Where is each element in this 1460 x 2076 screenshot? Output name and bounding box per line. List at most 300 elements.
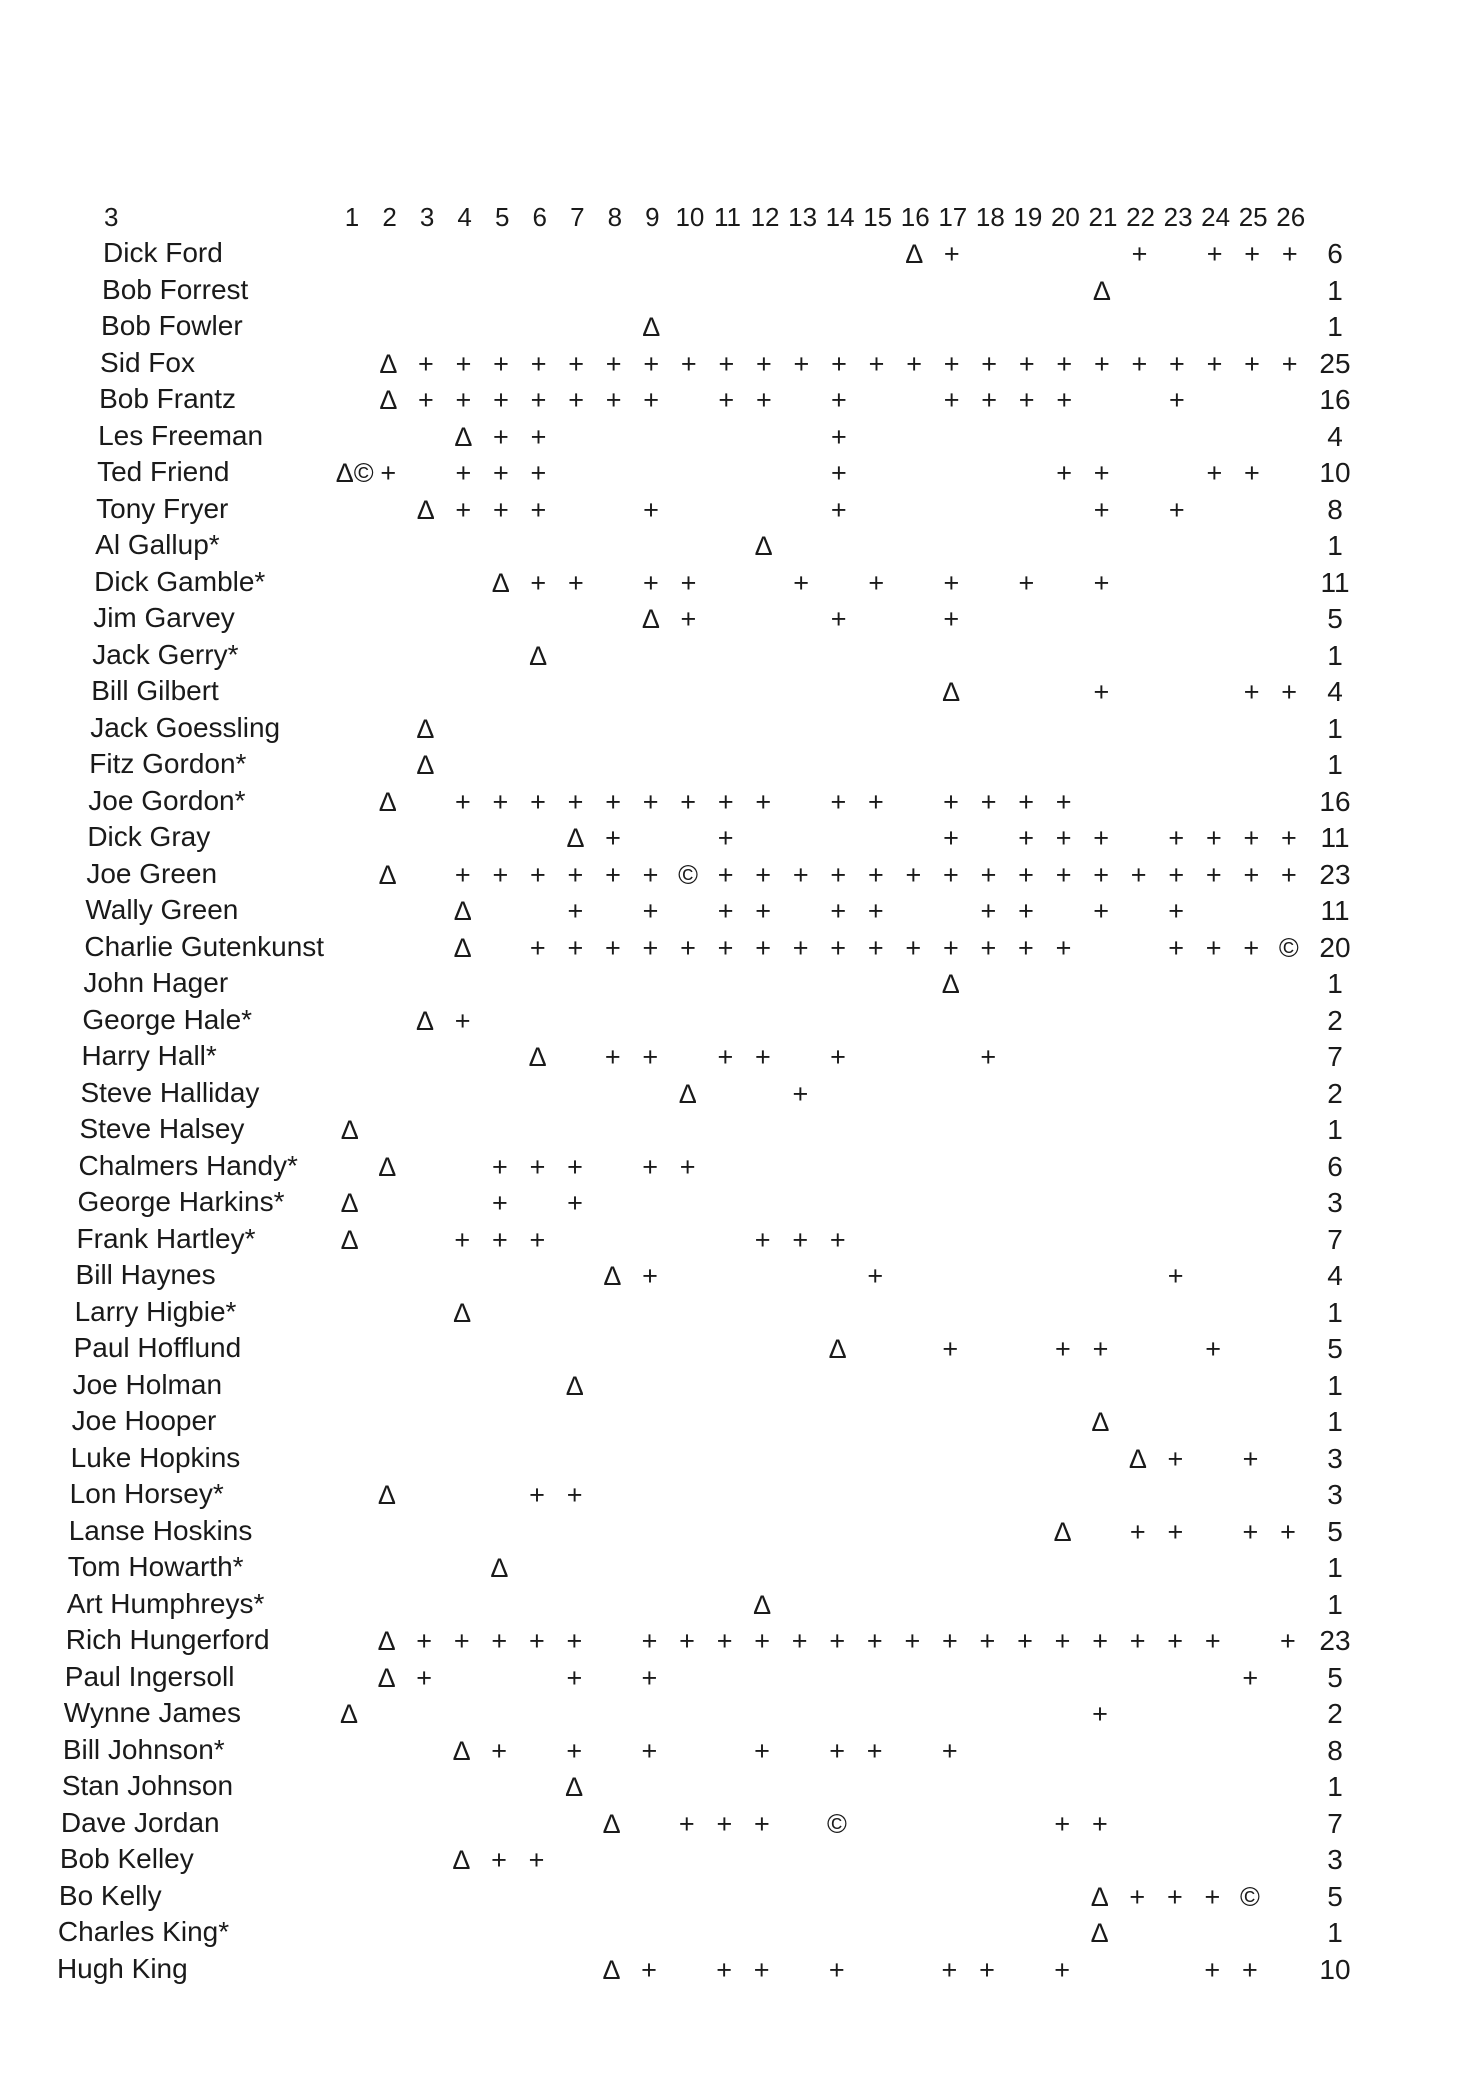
attendance-mark: + (643, 348, 660, 379)
attendance-mark: + (568, 348, 585, 379)
row-total: 1 (1327, 274, 1343, 306)
attendance-mark: + (1091, 1808, 1108, 1839)
attendance-mark: + (829, 1735, 845, 1766)
row-total: 1 (1327, 968, 1343, 999)
attendance-mark: + (1017, 1626, 1033, 1656)
column-number-20: 20 (1050, 202, 1080, 232)
attendance-mark: + (866, 1626, 883, 1656)
table-row (0, 1149, 1460, 1185)
column-number-13: 13 (788, 202, 818, 232)
row-total: 5 (1327, 603, 1343, 634)
attendance-mark: Δ (378, 786, 397, 817)
attendance-mark: Δ (602, 1808, 621, 1839)
attendance-mark: Δ (1053, 1516, 1072, 1547)
attendance-mark: + (1092, 1626, 1108, 1656)
attendance-mark: + (566, 1662, 583, 1693)
attendance-mark: + (1018, 859, 1034, 890)
column-number-12: 12 (750, 202, 780, 232)
attendance-mark: + (829, 1626, 846, 1656)
table-row (0, 492, 1460, 528)
member-name: Steve Halsey (79, 1113, 245, 1144)
table-row (0, 1404, 1460, 1440)
attendance-mark: + (717, 786, 734, 817)
member-name: Rich Hungerford (65, 1624, 270, 1655)
attendance-mark: + (1169, 348, 1185, 379)
column-number-3: 3 (419, 202, 435, 232)
table-row (0, 1295, 1460, 1331)
attendance-mark: + (493, 348, 509, 379)
table-row (0, 1587, 1460, 1623)
table-row (0, 1112, 1460, 1148)
attendance-mark: + (980, 1042, 997, 1072)
attendance-mark: + (1055, 823, 1072, 853)
attendance-mark: + (717, 932, 734, 963)
attendance-mark: + (1280, 1516, 1296, 1547)
member-name: Jim Garvey (93, 602, 235, 633)
attendance-mark: + (1093, 567, 1110, 598)
attendance-mark: Δ (1090, 1881, 1109, 1912)
attendance-mark: Δ (1092, 275, 1111, 306)
attendance-mark: + (792, 859, 809, 890)
attendance-mark: + (943, 604, 960, 634)
attendance-mark: Δ (416, 494, 435, 525)
attendance-mark: + (680, 604, 697, 634)
row-total: 1 (1327, 1588, 1343, 1620)
row-total: 6 (1327, 1150, 1343, 1182)
table-row (0, 1222, 1460, 1258)
row-total: 2 (1327, 1698, 1343, 1729)
attendance-mark: + (1018, 932, 1034, 963)
attendance-mark: + (528, 1845, 545, 1875)
attendance-mark: Δ (603, 1261, 622, 1291)
member-name: Steve Halliday (80, 1076, 260, 1108)
attendance-mark: + (642, 859, 659, 890)
member-name: Bill Haynes (75, 1259, 216, 1290)
column-number-8: 8 (607, 202, 623, 232)
member-name: Bob Kelley (59, 1843, 194, 1874)
column-number-14: 14 (825, 202, 855, 232)
row-total: 7 (1327, 1041, 1343, 1072)
attendance-mark: + (754, 1224, 771, 1255)
attendance-mark: + (980, 859, 997, 890)
attendance-mark: + (1281, 677, 1298, 707)
table-row (0, 382, 1460, 418)
attendance-mark: + (1055, 932, 1072, 963)
row-total: 10 (1319, 457, 1351, 488)
table-row (0, 601, 1460, 637)
column-number-2: 2 (382, 202, 397, 232)
attendance-mark: + (643, 385, 660, 415)
attendance-mark: + (1169, 385, 1185, 415)
attendance-mark: Δ (566, 823, 585, 853)
attendance-mark: + (491, 1735, 508, 1766)
attendance-mark: + (1130, 859, 1147, 890)
attendance-mark: + (491, 1224, 508, 1255)
attendance-mark: + (605, 932, 621, 963)
attendance-mark: + (566, 1735, 583, 1766)
attendance-mark: + (455, 385, 472, 415)
member-name: Joe Gordon* (88, 784, 246, 816)
member-name: Bill Johnson* (62, 1733, 225, 1765)
attendance-mark: + (943, 385, 960, 415)
table-row (0, 930, 1460, 966)
attendance-mark: + (1054, 1954, 1070, 1985)
table-row (0, 346, 1460, 382)
attendance-mark: + (830, 786, 847, 817)
attendance-mark: + (1244, 348, 1260, 379)
attendance-mark: Δ (490, 1553, 509, 1583)
row-total: 1 (1327, 1114, 1343, 1145)
member-name: Larry Higbie* (74, 1295, 237, 1327)
table-row (0, 1368, 1460, 1404)
attendance-mark: + (1018, 567, 1035, 598)
attendance-mark: + (904, 1626, 921, 1656)
attendance-mark: + (642, 896, 659, 926)
attendance-mark: + (830, 859, 847, 890)
attendance-mark: + (943, 567, 960, 598)
attendance-mark: + (529, 1480, 545, 1510)
attendance-mark: + (754, 1735, 770, 1766)
attendance-mark: + (1281, 348, 1298, 379)
attendance-mark: + (717, 896, 734, 926)
row-total: 1 (1327, 1771, 1343, 1802)
column-number-10: 10 (675, 202, 705, 232)
row-total: 2 (1327, 1004, 1343, 1036)
attendance-mark: + (643, 494, 659, 525)
table-row (0, 1952, 1460, 1988)
member-name: Bill Gilbert (91, 675, 219, 706)
attendance-mark: Δ (416, 750, 435, 780)
attendance-mark: © (678, 859, 699, 890)
table-row (0, 273, 1460, 309)
attendance-mark: + (866, 1735, 883, 1766)
table-row (0, 1733, 1460, 1769)
attendance-mark: Δ (1128, 1443, 1147, 1474)
column-number-7: 7 (570, 202, 585, 232)
attendance-mark: + (528, 1626, 545, 1656)
attendance-mark: + (1092, 1334, 1109, 1364)
member-name: Paul Ingersoll (64, 1660, 235, 1692)
attendance-mark: + (1243, 677, 1260, 707)
attendance-mark: + (1242, 1443, 1259, 1474)
table-row (0, 565, 1460, 601)
member-name: John Hager (83, 967, 229, 998)
attendance-mark: + (1055, 786, 1072, 817)
attendance-mark: Δ (754, 531, 773, 561)
table-row (0, 1477, 1460, 1513)
table-row (0, 857, 1460, 893)
row-total: 6 (1327, 238, 1343, 269)
attendance-mark: + (1205, 859, 1222, 890)
attendance-mark: + (830, 896, 847, 926)
attendance-mark: Δ (340, 1224, 359, 1255)
attendance-mark: + (642, 1042, 659, 1072)
attendance-mark: + (831, 385, 847, 415)
member-name: Dave Jordan (60, 1806, 220, 1838)
row-total: 4 (1327, 420, 1343, 452)
table-row (0, 1806, 1460, 1842)
row-total: 1 (1327, 1406, 1343, 1437)
row-total: 11 (1320, 566, 1350, 598)
attendance-mark: + (1204, 1626, 1221, 1656)
attendance-mark: Δ© (335, 458, 374, 488)
attendance-mark: + (455, 458, 472, 488)
attendance-mark: Δ (416, 1005, 435, 1036)
attendance-mark: + (1055, 1334, 1071, 1364)
attendance-mark: + (530, 786, 546, 817)
attendance-mark: + (980, 932, 997, 963)
attendance-mark: + (755, 859, 772, 890)
row-total: 20 (1319, 931, 1351, 963)
member-name: Paul Hofflund (73, 1332, 242, 1363)
attendance-mark: + (1131, 239, 1148, 269)
attendance-mark: + (868, 786, 884, 817)
column-number-5: 5 (494, 202, 510, 232)
attendance-mark: + (942, 1334, 959, 1364)
attendance-mark: + (753, 1954, 770, 1985)
attendance-mark: + (567, 786, 584, 817)
attendance-mark: Δ (828, 1334, 847, 1364)
attendance-mark: + (1093, 348, 1110, 379)
table-row (0, 1258, 1460, 1294)
attendance-mark: + (530, 567, 547, 598)
column-number-18: 18 (975, 202, 1005, 232)
attendance-mark: Δ (642, 312, 661, 342)
attendance-mark: + (642, 1151, 659, 1182)
column-number-1: 1 (344, 202, 360, 232)
attendance-mark: + (1205, 1334, 1222, 1364)
attendance-mark: + (941, 1735, 958, 1766)
attendance-mark: + (1092, 1699, 1108, 1729)
attendance-mark: + (493, 458, 509, 488)
attendance-mark: © (1278, 932, 1299, 963)
attendance-mark: + (642, 1261, 658, 1291)
attendance-mark: + (942, 932, 959, 963)
attendance-mark: + (830, 604, 847, 634)
row-total: 7 (1327, 1807, 1343, 1839)
attendance-mark: + (1056, 385, 1073, 415)
row-total: 10 (1319, 1953, 1351, 1985)
attendance-mark: + (1093, 896, 1109, 926)
column-number-16: 16 (900, 202, 930, 232)
attendance-mark: + (1129, 1516, 1146, 1547)
member-name: Dick Gray (87, 821, 211, 852)
member-name: George Hale* (82, 1003, 253, 1035)
column-number-23: 23 (1163, 202, 1193, 232)
attendance-mark: + (716, 1626, 733, 1656)
attendance-mark: Δ (452, 1845, 471, 1875)
attendance-mark: + (678, 1808, 695, 1839)
attendance-mark: + (605, 859, 621, 890)
attendance-mark: + (454, 859, 471, 890)
attendance-mark: + (1018, 823, 1034, 853)
attendance-mark: + (867, 896, 884, 926)
table-row (0, 820, 1460, 856)
attendance-mark: + (530, 859, 546, 890)
attendance-mark: © (827, 1808, 847, 1839)
table-row (0, 455, 1460, 491)
column-number-19: 19 (1013, 202, 1043, 232)
attendance-mark: + (718, 385, 735, 415)
table-row (0, 893, 1460, 929)
table-row (0, 1842, 1460, 1878)
attendance-mark: + (830, 494, 847, 525)
attendance-mark: + (755, 932, 771, 963)
table-row (0, 966, 1460, 1002)
table-row (0, 1769, 1460, 1805)
attendance-mark: + (867, 932, 884, 963)
attendance-mark: + (1167, 1516, 1184, 1547)
table-row (0, 1514, 1460, 1550)
attendance-mark: + (492, 1151, 508, 1182)
attendance-mark: + (1204, 1954, 1221, 1985)
attendance-mark: + (491, 1626, 508, 1656)
attendance-mark: + (1093, 823, 1110, 853)
row-total: 23 (1319, 858, 1351, 890)
attendance-mark: + (906, 348, 922, 379)
table-row (0, 1623, 1460, 1659)
attendance-mark: + (605, 385, 622, 415)
attendance-mark: + (605, 348, 622, 379)
attendance-mark: + (416, 1662, 433, 1693)
attendance-mark: + (567, 896, 584, 926)
attendance-mark: + (942, 1626, 958, 1656)
attendance-mark: + (567, 1188, 583, 1218)
attendance-mark: Δ (678, 1078, 697, 1109)
attendance-mark: + (1168, 494, 1185, 525)
attendance-mark: Δ (529, 640, 548, 671)
attendance-mark: © (1239, 1881, 1260, 1912)
column-number-25: 25 (1238, 202, 1268, 232)
row-total: 7 (1327, 1223, 1343, 1255)
row-total: 4 (1327, 1260, 1343, 1291)
row-total: 1 (1327, 311, 1343, 342)
attendance-mark: + (1281, 823, 1297, 853)
attendance-mark: + (530, 458, 547, 488)
row-total: 5 (1327, 1661, 1343, 1693)
column-number-15: 15 (863, 202, 893, 232)
attendance-mark: + (1166, 1881, 1183, 1912)
attendance-mark: + (828, 1954, 845, 1985)
attendance-mark: + (943, 823, 959, 853)
attendance-mark: + (492, 859, 509, 890)
member-name: Sid Fox (100, 346, 195, 378)
member-name: Tony Fryer (96, 492, 229, 524)
member-name: Bob Forrest (102, 273, 249, 305)
attendance-mark: + (1206, 348, 1223, 379)
attendance-mark: Δ (453, 1297, 472, 1328)
attendance-mark: + (641, 1626, 658, 1656)
table-row (0, 1039, 1460, 1075)
attendance-mark: + (791, 1626, 808, 1656)
attendance-mark: + (830, 458, 847, 488)
table-row (0, 784, 1460, 820)
attendance-mark: + (943, 859, 959, 890)
attendance-mark: + (716, 1808, 733, 1839)
attendance-mark: + (529, 1151, 546, 1182)
attendance-mark: + (1243, 932, 1260, 963)
attendance-mark: Δ (453, 932, 472, 963)
attendance-mark: + (416, 1626, 433, 1656)
attendance-mark: + (530, 385, 547, 415)
attendance-mark: Δ (416, 713, 435, 744)
attendance-mark: + (1056, 458, 1073, 488)
attendance-mark: + (530, 348, 547, 379)
row-total: 1 (1327, 749, 1343, 780)
attendance-mark: + (641, 1735, 658, 1766)
attendance-mark: + (943, 786, 959, 817)
attendance-mark: + (793, 348, 810, 379)
member-name: Lanse Hoskins (68, 1514, 253, 1546)
attendance-mark: + (1055, 859, 1072, 890)
attendance-mark: Δ (641, 604, 660, 634)
member-name: Lon Horsey* (69, 1478, 224, 1509)
attendance-mark: + (454, 1005, 471, 1036)
table-row (0, 1441, 1460, 1477)
attendance-mark: + (453, 1626, 470, 1656)
row-total: 3 (1327, 1844, 1343, 1875)
attendance-mark: + (567, 932, 584, 963)
attendance-mark: Δ (1090, 1918, 1109, 1948)
attendance-mark: + (979, 1626, 996, 1656)
attendance-mark: + (867, 859, 884, 890)
row-total: 1 (1327, 1917, 1343, 1948)
attendance-mark: + (1279, 1626, 1296, 1656)
attendance-mark: + (1205, 823, 1222, 853)
attendance-mark: Δ (565, 1772, 584, 1802)
attendance-mark: + (1054, 1626, 1071, 1656)
attendance-mark: + (868, 567, 885, 598)
attendance-mark: + (530, 421, 547, 452)
table-row (0, 1331, 1460, 1367)
attendance-mark: + (567, 1151, 583, 1182)
attendance-mark: + (643, 567, 659, 598)
attendance-mark: + (1242, 1662, 1259, 1693)
attendance-mark: + (830, 1042, 846, 1072)
attendance-mark: Δ (379, 348, 398, 379)
attendance-mark: + (1093, 859, 1110, 890)
member-name: Jack Gerry* (92, 638, 239, 670)
attendance-mark: Δ (377, 1480, 396, 1510)
column-number-6: 6 (532, 202, 547, 232)
member-name: George Harkins* (77, 1186, 285, 1217)
member-name: Charles King* (57, 1916, 230, 1947)
attendance-mark: + (755, 786, 772, 817)
attendance-mark: + (567, 859, 584, 890)
table-row (0, 1696, 1460, 1732)
attendance-mark: + (756, 348, 772, 379)
attendance-mark: + (793, 567, 810, 598)
attendance-mark: Δ (378, 1151, 397, 1182)
attendance-mark: + (1131, 348, 1148, 379)
attendance-mark: + (981, 385, 998, 415)
attendance-mark: + (530, 494, 547, 525)
attendance-mark: + (642, 932, 659, 963)
attendance-mark: + (605, 823, 621, 853)
row-total: 23 (1319, 1625, 1351, 1656)
attendance-mark: + (380, 458, 397, 488)
attendance-mark: Δ (340, 1115, 359, 1145)
attendance-mark: + (679, 1151, 696, 1182)
member-name: Joe Hooper (71, 1405, 217, 1436)
member-name: Joe Green (86, 857, 218, 889)
attendance-mark: + (867, 1261, 884, 1291)
attendance-mark: + (717, 823, 734, 853)
table-row (0, 638, 1460, 674)
attendance-mark: + (1018, 896, 1034, 926)
attendance-mark: + (868, 348, 885, 379)
member-name: Al Gallup* (95, 529, 220, 560)
